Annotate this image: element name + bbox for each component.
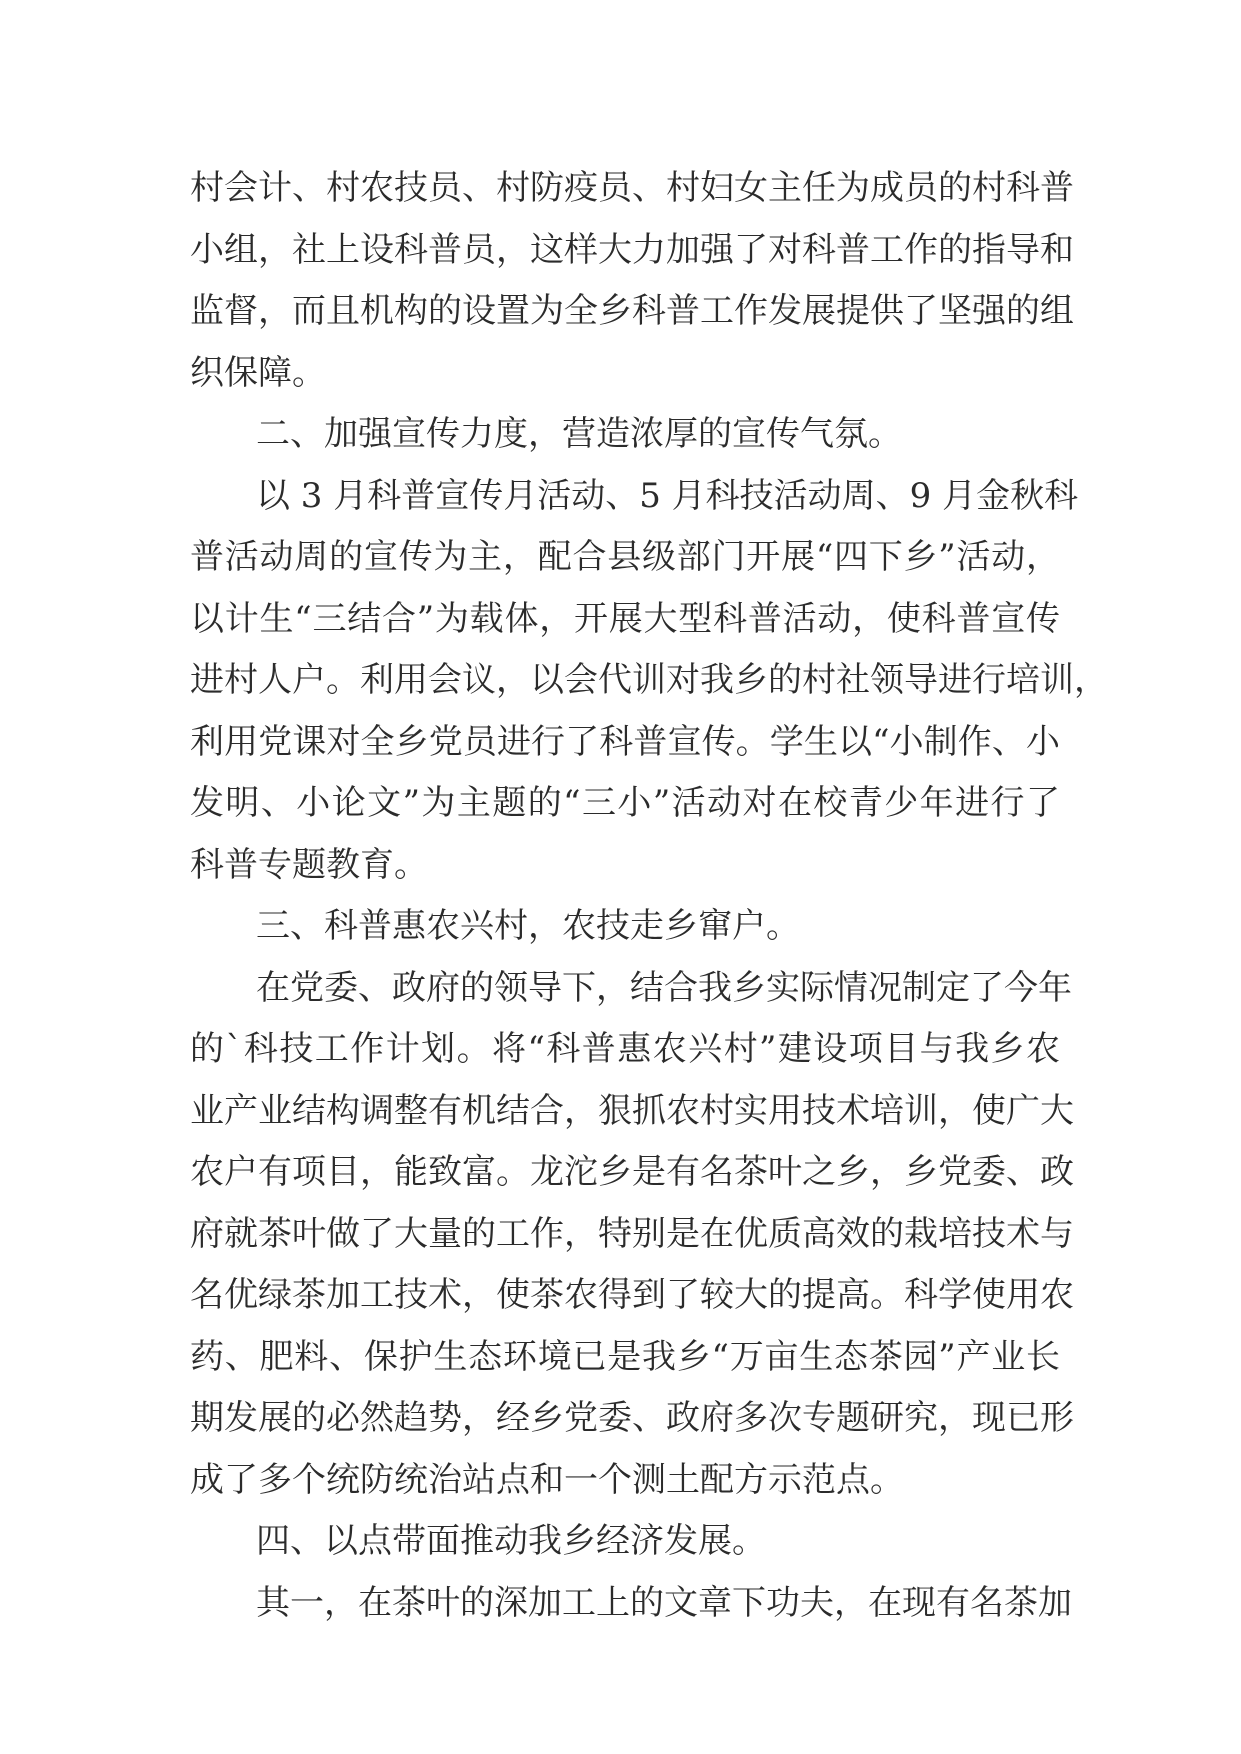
text-line: 发明、小论文”为主题的“三小”活动对在校青少年进行了 — [190, 783, 1060, 823]
text-line: 期发展的必然趋势，经乡党委、政府多次专题研究，现已形 — [190, 1398, 1074, 1438]
text-line: 进村人户。利用会议，以会代训对我乡的村社领导进行培训， — [190, 660, 1108, 700]
text-line: 村会计、村农技员、村防疫员、村妇女主任为成员的村科普 — [190, 168, 1074, 208]
text-line: 其一，在茶叶的深加工上的文章下功夫，在现有名茶加 — [256, 1582, 1072, 1623]
text-line: 业产业结构调整有机结合，狠抓农村实用技术培训，使广大 — [190, 1090, 1074, 1131]
text-line: 小组，社上设科普员，这样大力加强了对科普工作的指导和 — [190, 229, 1074, 270]
text-line: 府就茶叶做了大量的工作，特别是在优质高效的栽培技术与 — [190, 1213, 1074, 1254]
document-body — [190, 158, 1108, 1634]
text-line: 以 3 月科普宣传月活动、5 月科技活动周、9 月金秋科 — [256, 475, 1079, 516]
text-line: 的`科技工作计划。将“科普惠农兴村”建设项目与我乡农 — [190, 1029, 1060, 1069]
text-line: 科普专题教育。 — [190, 844, 428, 885]
text-line: 以计生“三结合”为载体，开展大型科普活动，使科普宣传 — [190, 598, 1060, 639]
text-line: 药、肥料、保护生态环境已是我乡“万亩生态茶园”产业长 — [190, 1336, 1060, 1377]
section-heading: 二、加强宣传力度，营造浓厚的宣传气氛。 — [256, 414, 902, 454]
text-line: 利用党课对全乡党员进行了科普宣传。学生以“小制作、小 — [190, 721, 1060, 762]
text-line: 成了多个统防统治站点和一个测土配方示范点。 — [190, 1459, 904, 1500]
text-line: 普活动周的宣传为主，配合县级部门开展“四下乡”活动， — [190, 537, 1060, 577]
text-line: 织保障。 — [190, 352, 326, 393]
section-heading: 三、科普惠农兴村，农技走乡窜户。 — [256, 906, 800, 946]
text-line: 在党委、政府的领导下，结合我乡实际情况制定了今年 — [256, 967, 1072, 1008]
text-line: 农户有项目，能致富。龙沱乡是有名茶叶之乡，乡党委、政 — [190, 1152, 1074, 1192]
text-line: 监督，而且机构的设置为全乡科普工作发展提供了坚强的组 — [190, 291, 1074, 331]
section-heading: 四、以点带面推动我乡经济发展。 — [256, 1521, 766, 1561]
text-line: 名优绿茶加工技术，使茶农得到了较大的提高。科学使用农 — [190, 1275, 1074, 1315]
